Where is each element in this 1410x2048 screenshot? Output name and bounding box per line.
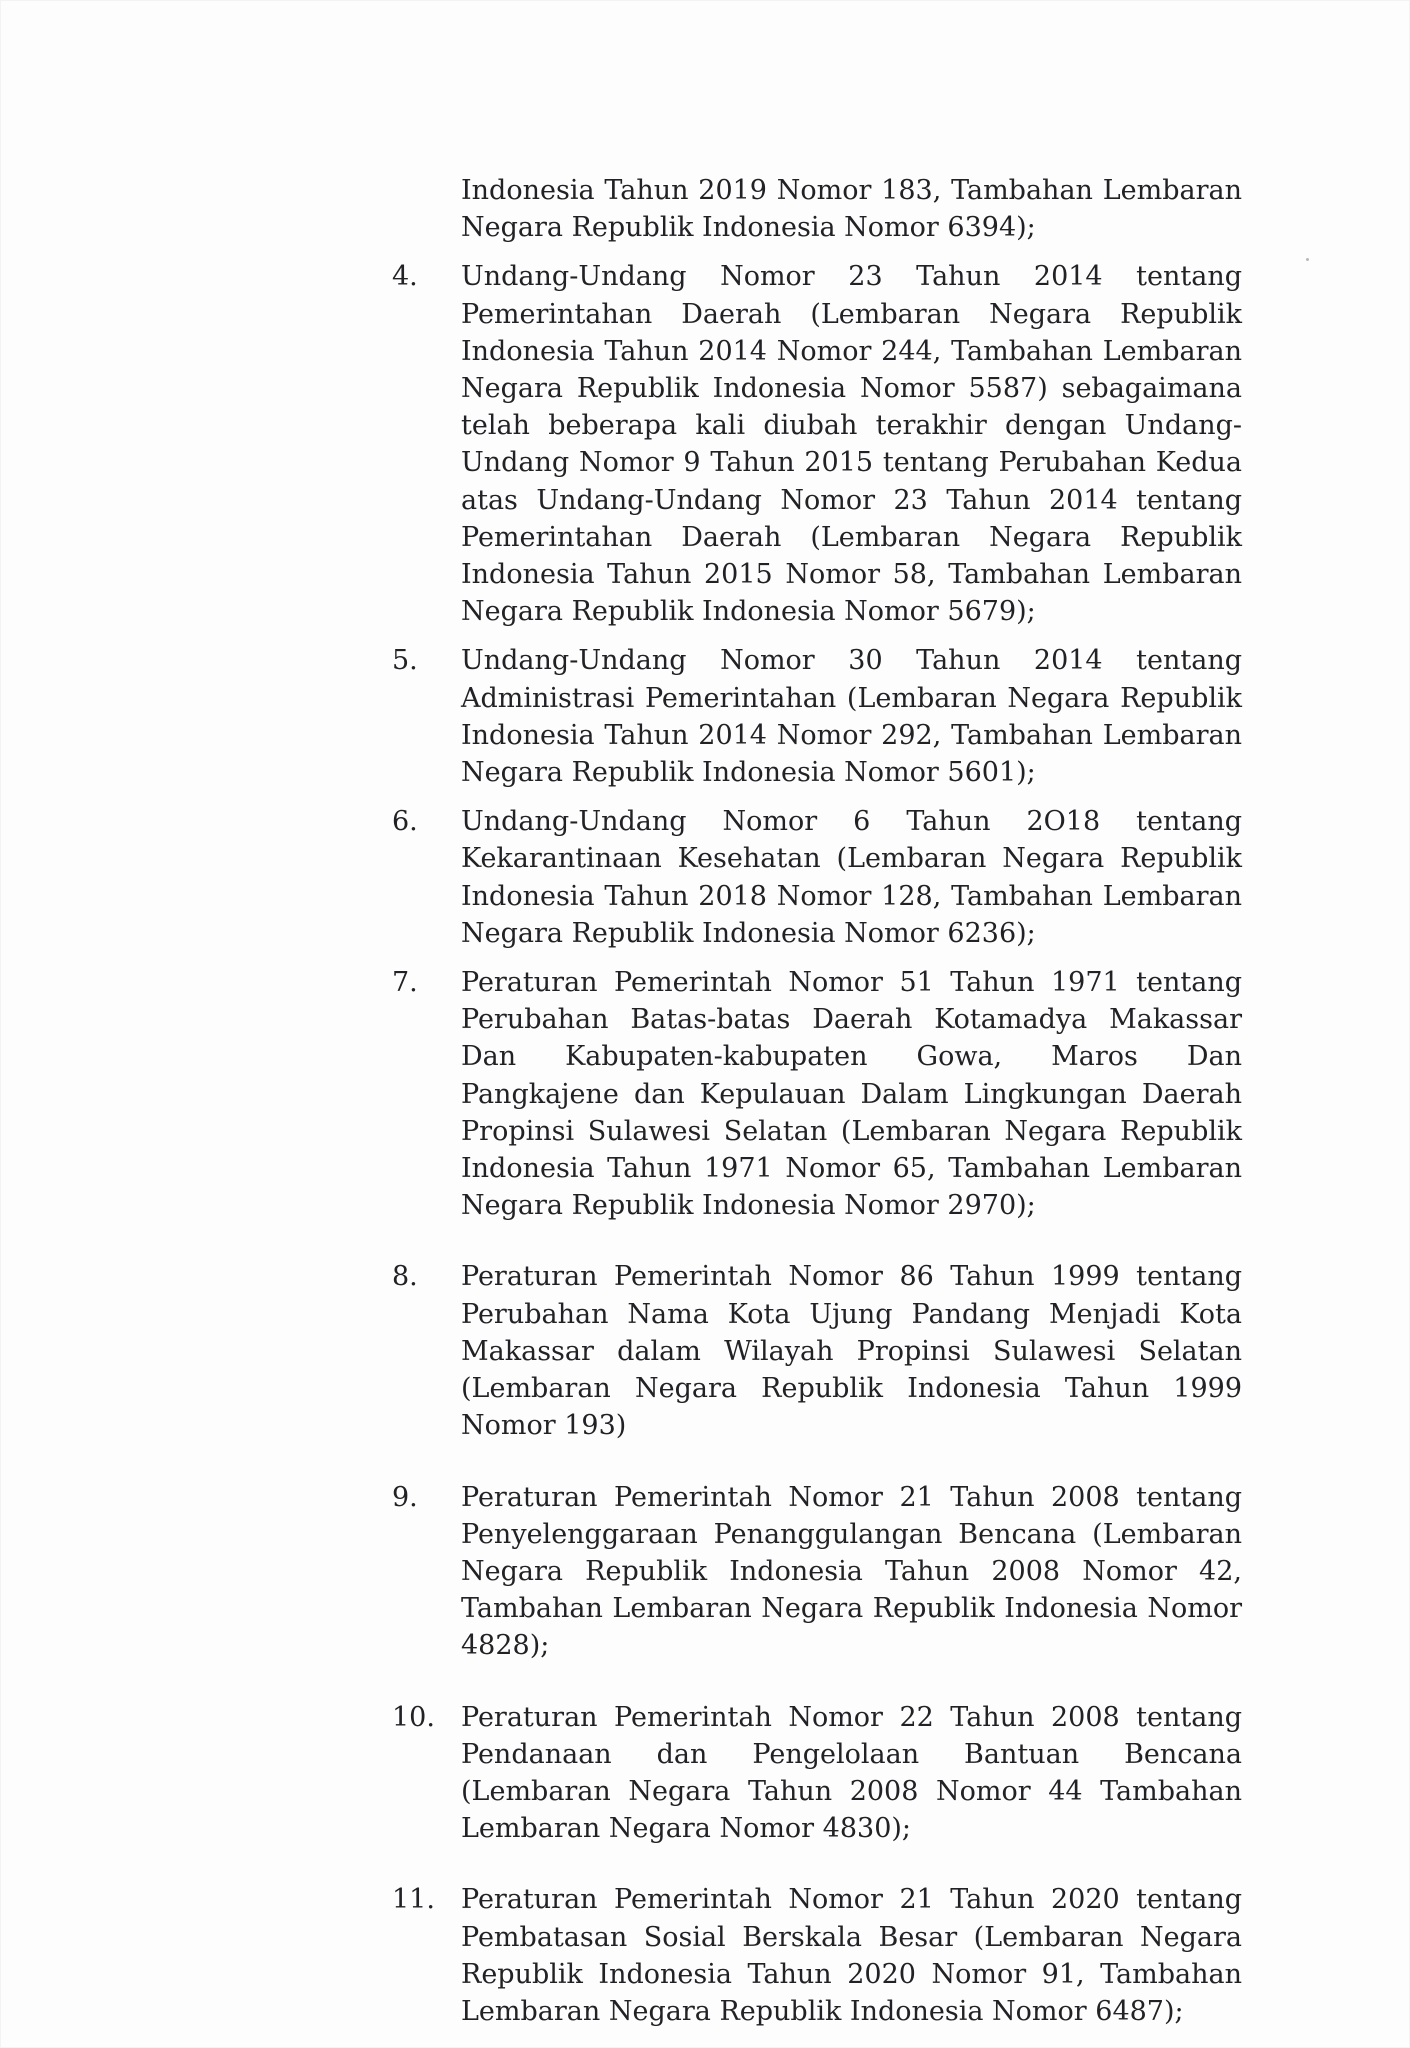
- item-text: Peraturan Pemerintah Nomor 86 Tahun 1999 tentang Perubahan Nama Kota Ujung Pandang Menjadi Kota Makassar dalam Wilayah Propinsi Sulawesi Selatan (Lembaran Negara Republik Indonesia Tahun 1999 Nomor 193): [461, 1261, 1242, 1442]
- list-item-11: [392, 1881, 1242, 2030]
- item-number: 11.: [392, 1884, 435, 1916]
- item-text: Peraturan Pemerintah Nomor 21 Tahun 2008 tentang Penyelenggaraan Penanggulangan Bencana (Lembaran Negara Republik Indonesia Tahun 2008 Nomor 42, Tambahan Lembaran Negara Republik Indonesia Nomor 4828);: [461, 1481, 1242, 1662]
- list-item-8: [392, 1258, 1242, 1444]
- item-text: Peraturan Pemerintah Nomor 51 Tahun 1971 tentang Perubahan Batas-batas Daerah Kotamadya Makassar Dan Kabupaten-kabupaten Gowa, Maros Dan Pangkajene dan Kepulauan Dalam Lingkungan Daerah Propinsi Sulawesi Selatan (Lembaran Negara Republik Indonesia Tahun 1971 Nomor 65, Tambahan Lembaran Negara Republik Indonesia Nomor 2970);: [461, 967, 1242, 1222]
- continuation-text: Indonesia Tahun 2019 Nomor 183, Tambahan Lembaran Negara Republik Indonesia Nomor 6394);: [461, 175, 1242, 244]
- item-number: 4.: [392, 261, 418, 293]
- item-number: 10.: [392, 1701, 435, 1733]
- scan-speck: [1306, 258, 1309, 261]
- item-text: Undang-Undang Nomor 30 Tahun 2014 tentang Administrasi Pemerintahan (Lembaran Negara Republik Indonesia Tahun 2014 Nomor 292, Tambahan Lembaran Negara Republik Indonesia Nomor 5601);: [461, 645, 1242, 789]
- item-number: 8.: [392, 1261, 418, 1293]
- list-item-7: [392, 964, 1242, 1224]
- item-number: 9.: [392, 1481, 418, 1513]
- item-number: 7.: [392, 967, 418, 999]
- list-item-4: [392, 258, 1242, 630]
- list-item-9: [392, 1479, 1242, 1665]
- item-number: 6.: [392, 806, 418, 838]
- item-text: Peraturan Pemerintah Nomor 21 Tahun 2020 tentang Pembatasan Sosial Berskala Besar (Lembaran Negara Republik Indonesia Tahun 2020 Nomor 91, Tambahan Lembaran Negara Republik Indonesia Nomor 6487);: [461, 1884, 1242, 2027]
- legal-basis-list: [392, 172, 1242, 2030]
- item-text: Undang-Undang Nomor 23 Tahun 2014 tentang Pemerintahan Daerah (Lembaran Negara Republik Indonesia Tahun 2014 Nomor 244, Tambahan Lembaran Negara Republik Indonesia Nomor 5587) sebagaimana telah beberapa kali diubah terakhir dengan Undang-Undang Nomor 9 Tahun 2015 tentang Perubahan Kedua atas Undang-Undang Nomor 23 Tahun 2014 tentang Pemerintahan Daerah (Lembaran Negara Republik Indonesia Tahun 2015 Nomor 58, Tambahan Lembaran Negara Republik Indonesia Nomor 5679);: [461, 261, 1242, 628]
- list-item-10: [392, 1699, 1242, 1848]
- item-number: 5.: [392, 645, 418, 677]
- list-item-6: [392, 803, 1242, 952]
- item-text: Peraturan Pemerintah Nomor 22 Tahun 2008 tentang Pendanaan dan Pengelolaan Bantuan Bencana (Lembaran Negara Tahun 2008 Nomor 44 Tambahan Lembaran Negara Nomor 4830);: [461, 1701, 1242, 1845]
- item-text: Undang-Undang Nomor 6 Tahun 2O18 tentang Kekarantinaan Kesehatan (Lembaran Negara Republik Indonesia Tahun 2018 Nomor 128, Tambahan Lembaran Negara Republik Indonesia Nomor 6236);: [461, 806, 1242, 949]
- list-item-5: [392, 642, 1242, 791]
